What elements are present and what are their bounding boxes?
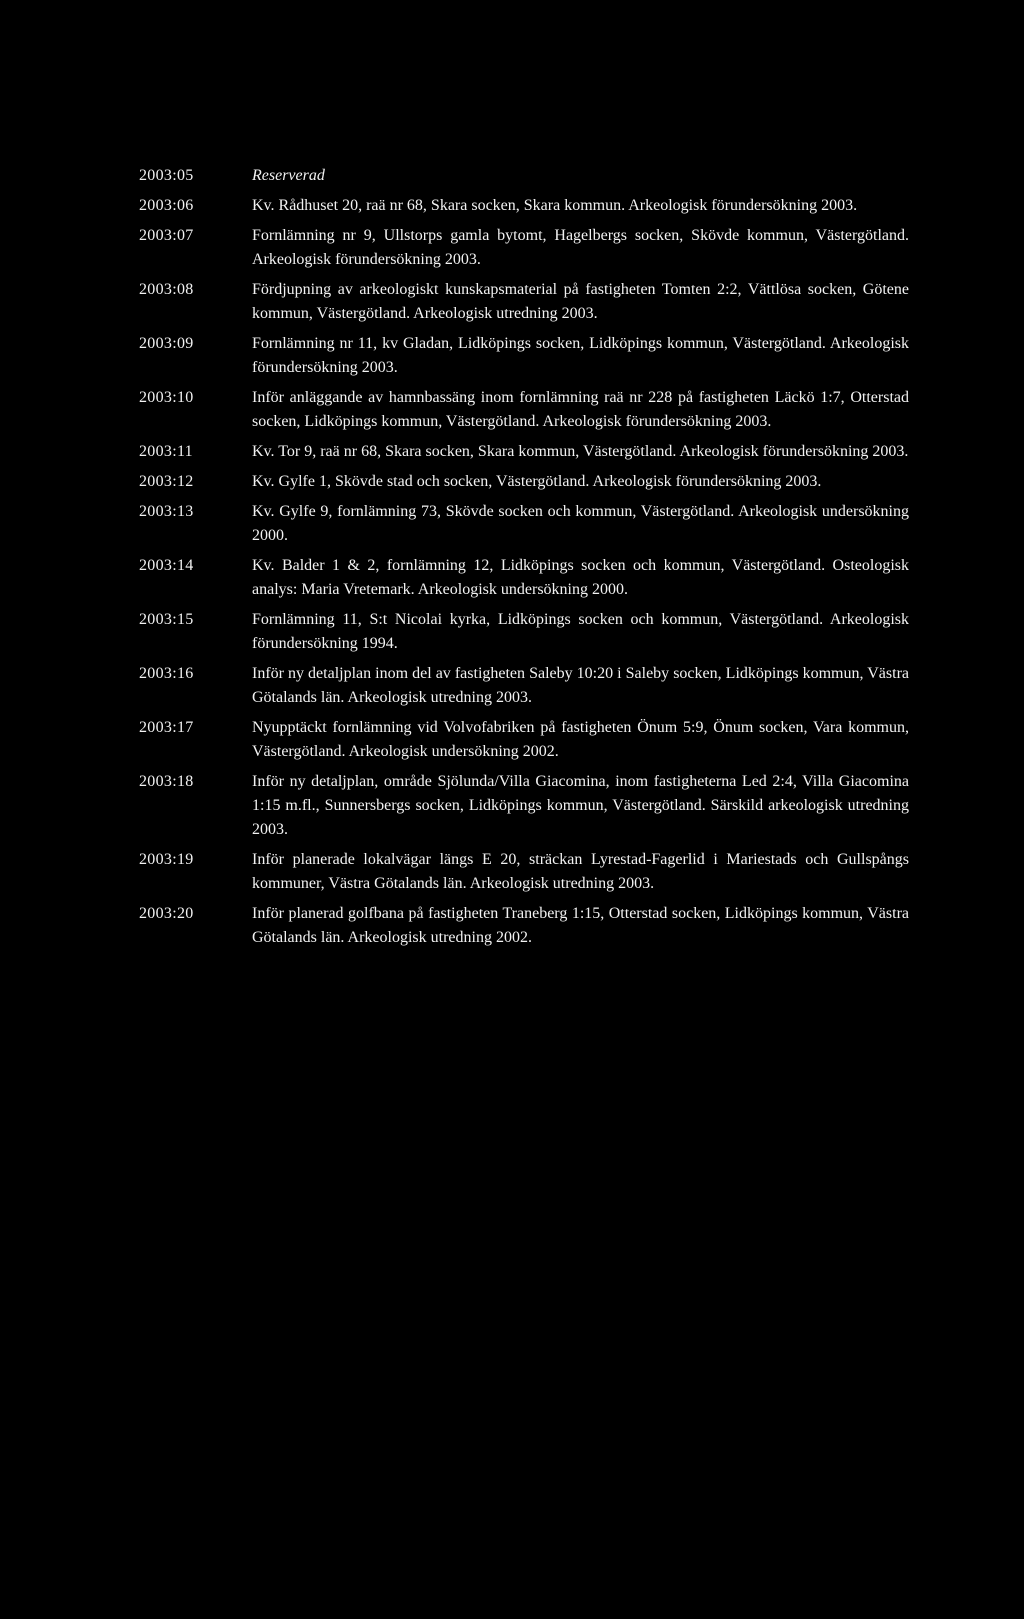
report-entry — [139, 554, 909, 602]
report-entry — [139, 332, 909, 380]
report-description: Kv. Tor 9, raä nr 68, Skara socken, Skara kommun, Västergötland. Arkeologisk förundersökning 2003. — [252, 443, 909, 460]
report-entry — [139, 470, 909, 494]
report-number: 2003:10 — [139, 389, 194, 406]
report-number: 2003:18 — [139, 773, 194, 790]
report-entry — [139, 224, 909, 272]
report-entry — [139, 278, 909, 326]
report-number: 2003:13 — [139, 503, 194, 520]
report-entry — [139, 716, 909, 764]
report-number: 2003:20 — [139, 905, 194, 922]
report-number: 2003:07 — [139, 227, 194, 244]
report-description: Reserverad — [252, 167, 325, 184]
report-number: 2003:12 — [139, 473, 194, 490]
report-description: Inför anläggande av hamnbassäng inom fornlämning raä nr 228 på fastigheten Läckö 1:7, Otterstad socken, Lidköpings kommun, Västergötland. Arkeologisk förundersökning 2003. — [252, 389, 909, 430]
report-description: Fördjupning av arkeologiskt kunskapsmaterial på fastigheten Tomten 2:2, Vättlösa socken, Götene kommun, Västergötland. Arkeologisk utredning 2003. — [252, 281, 909, 322]
report-number: 2003:08 — [139, 281, 194, 298]
report-description: Inför ny detaljplan, område Sjölunda/Villa Giacomina, inom fastigheterna Led 2:4, Villa Giacomina 1:15 m.fl., Sunnersbergs socken, Lidköpings kommun, Västergötland. Särskild arkeologisk utredning 2003. — [252, 773, 909, 838]
report-entry — [139, 440, 909, 464]
report-number: 2003:19 — [139, 851, 194, 868]
report-description: Inför planerade lokalvägar längs E 20, sträckan Lyrestad-Fagerlid i Mariestads och Gullspångs kommuner, Västra Götalands län. Arkeologisk utredning 2003. — [252, 851, 909, 892]
report-description: Nyupptäckt fornlämning vid Volvofabriken på fastigheten Önum 5:9, Önum socken, Vara kommun, Västergötland. Arkeologisk undersökning 2002. — [252, 719, 909, 760]
report-description: Kv. Balder 1 & 2, fornlämning 12, Lidköpings socken och kommun, Västergötland. Osteologisk analys: Maria Vretemark. Arkeologisk undersökning 2000. — [252, 557, 909, 598]
report-description: Kv. Rådhuset 20, raä nr 68, Skara socken, Skara kommun. Arkeologisk förundersökning 2003. — [252, 197, 858, 214]
report-number: 2003:11 — [139, 443, 193, 460]
report-description: Kv. Gylfe 9, fornlämning 73, Skövde socken och kommun, Västergötland. Arkeologisk undersökning 2000. — [252, 503, 909, 544]
report-number: 2003:09 — [139, 335, 194, 352]
report-number: 2003:16 — [139, 665, 194, 682]
report-number: 2003:05 — [139, 167, 194, 184]
report-description: Fornlämning nr 9, Ullstorps gamla bytomt, Hagelbergs socken, Skövde kommun, Västergötland. Arkeologisk förundersökning 2003. — [252, 227, 909, 268]
report-entry — [139, 848, 909, 896]
report-entry — [139, 770, 909, 842]
report-description: Fornlämning nr 11, kv Gladan, Lidköpings socken, Lidköpings kommun, Västergötland. Arkeologisk förundersökning 2003. — [252, 335, 909, 376]
report-number: 2003:06 — [139, 197, 194, 214]
report-entry — [139, 164, 909, 188]
report-number: 2003:15 — [139, 611, 194, 628]
report-number: 2003:17 — [139, 719, 194, 736]
report-entry — [139, 662, 909, 710]
report-entry — [139, 902, 909, 950]
report-entry — [139, 608, 909, 656]
report-description: Inför planerad golfbana på fastigheten Traneberg 1:15, Otterstad socken, Lidköpings kommun, Västra Götalands län. Arkeologisk utredning 2002. — [252, 905, 909, 946]
report-entry — [139, 386, 909, 434]
report-description: Kv. Gylfe 1, Skövde stad och socken, Västergötland. Arkeologisk förundersökning 2003. — [252, 473, 822, 490]
report-number: 2003:14 — [139, 557, 194, 574]
report-entry — [139, 500, 909, 548]
report-list — [139, 164, 909, 956]
report-description: Inför ny detaljplan inom del av fastigheten Saleby 10:20 i Saleby socken, Lidköpings kommun, Västra Götalands län. Arkeologisk utredning 2003. — [252, 665, 909, 706]
report-description: Fornlämning 11, S:t Nicolai kyrka, Lidköpings socken och kommun, Västergötland. Arkeologisk förundersökning 1994. — [252, 611, 909, 652]
report-entry — [139, 194, 909, 218]
